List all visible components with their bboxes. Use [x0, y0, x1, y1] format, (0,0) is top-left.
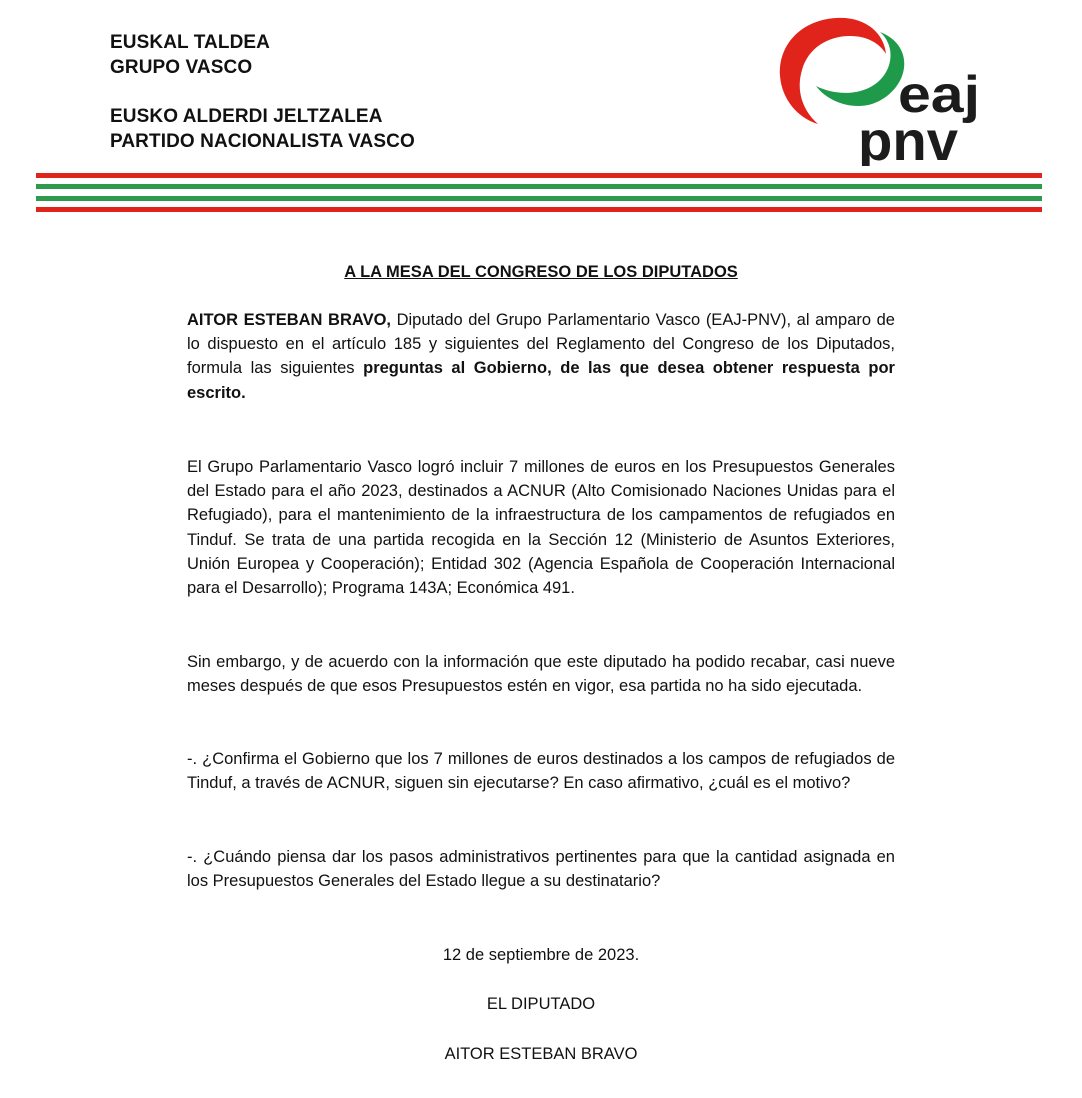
intro-emphasis: preguntas al Gobierno, de las que desea obtener respuesta por escrito.	[187, 359, 895, 402]
stripe-green-bottom	[36, 196, 1042, 201]
signer-title: EL DIPUTADO	[486, 995, 596, 1013]
eaj-pnv-logo	[772, 10, 984, 166]
party-name-block	[110, 104, 415, 154]
intro-text: Diputado del Grupo Parlamentario Vasco (EAJ-PNV), al amparo de lo dispuesto en el artículo 185 y siguientes del Reglamento del Congreso de los Diputados, formula las siguientes	[187, 311, 895, 378]
group-name-eu: EUSKAL TALDEA	[110, 32, 270, 53]
stripe-red-top	[36, 173, 1042, 178]
group-name-block	[110, 30, 270, 80]
question-2: -. ¿Cuándo piensa dar los pasos administrativos pertinentes para que la cantidad asignada en los Presupuestos Generales del Estado llegue a su destinatario?	[187, 848, 895, 891]
logo-text-pnv: pnv	[858, 109, 958, 166]
stripe-green-top	[36, 184, 1042, 189]
group-name-es: GRUPO VASCO	[110, 57, 253, 78]
body-paragraph-2: Sin embargo, y de acuerdo con la información que este diputado ha podido recabar, casi nueve meses después de que esos Presupuestos estén en vigor, esa partida no ha sido ejecutada.	[187, 653, 895, 696]
document-date: 12 de septiembre de 2023.	[442, 946, 640, 964]
author-name: AITOR ESTEBAN BRAVO,	[187, 311, 391, 329]
eaj-pnv-logo-graphic	[772, 10, 984, 166]
document-heading: A LA MESA DEL CONGRESO DE LOS DIPUTADOS	[344, 263, 738, 281]
intro-paragraph	[187, 308, 895, 405]
question-1: -. ¿Confirma el Gobierno que los 7 millones de euros destinados a los campos de refugiados de Tinduf, a través de ACNUR, siguen sin ejecutarse? En caso afirmativo, ¿cuál es el motivo?	[187, 750, 895, 793]
body-paragraph-1: El Grupo Parlamentario Vasco logró incluir 7 millones de euros en los Presupuestos Generales del Estado para el año 2023, destinados a ACNUR (Alto Comisionado Naciones Unidas para el Refugiado), para el mantenimiento de la infraestructura de los campamentos de refugiados en Tinduf. Se trata de una partida recogida en la Sección 12 (Ministerio de Asuntos Exteriores, Unión Europea y Cooperación); Entidad 302 (Agencia Española de Cooperación Internacional para el Desarrollo); Programa 143A; Económica 491.	[187, 458, 895, 598]
header-stripes	[36, 173, 1042, 213]
logo-text-eaj: eaj	[898, 66, 980, 124]
party-name-es: PARTIDO NACIONALISTA VASCO	[110, 131, 415, 152]
party-name-eu: EUSKO ALDERDI JELTZALEA	[110, 106, 383, 127]
stripe-red-bottom	[36, 207, 1042, 212]
logo-white-leaf	[812, 56, 876, 76]
signer-name: AITOR ESTEBAN BRAVO	[444, 1045, 638, 1063]
